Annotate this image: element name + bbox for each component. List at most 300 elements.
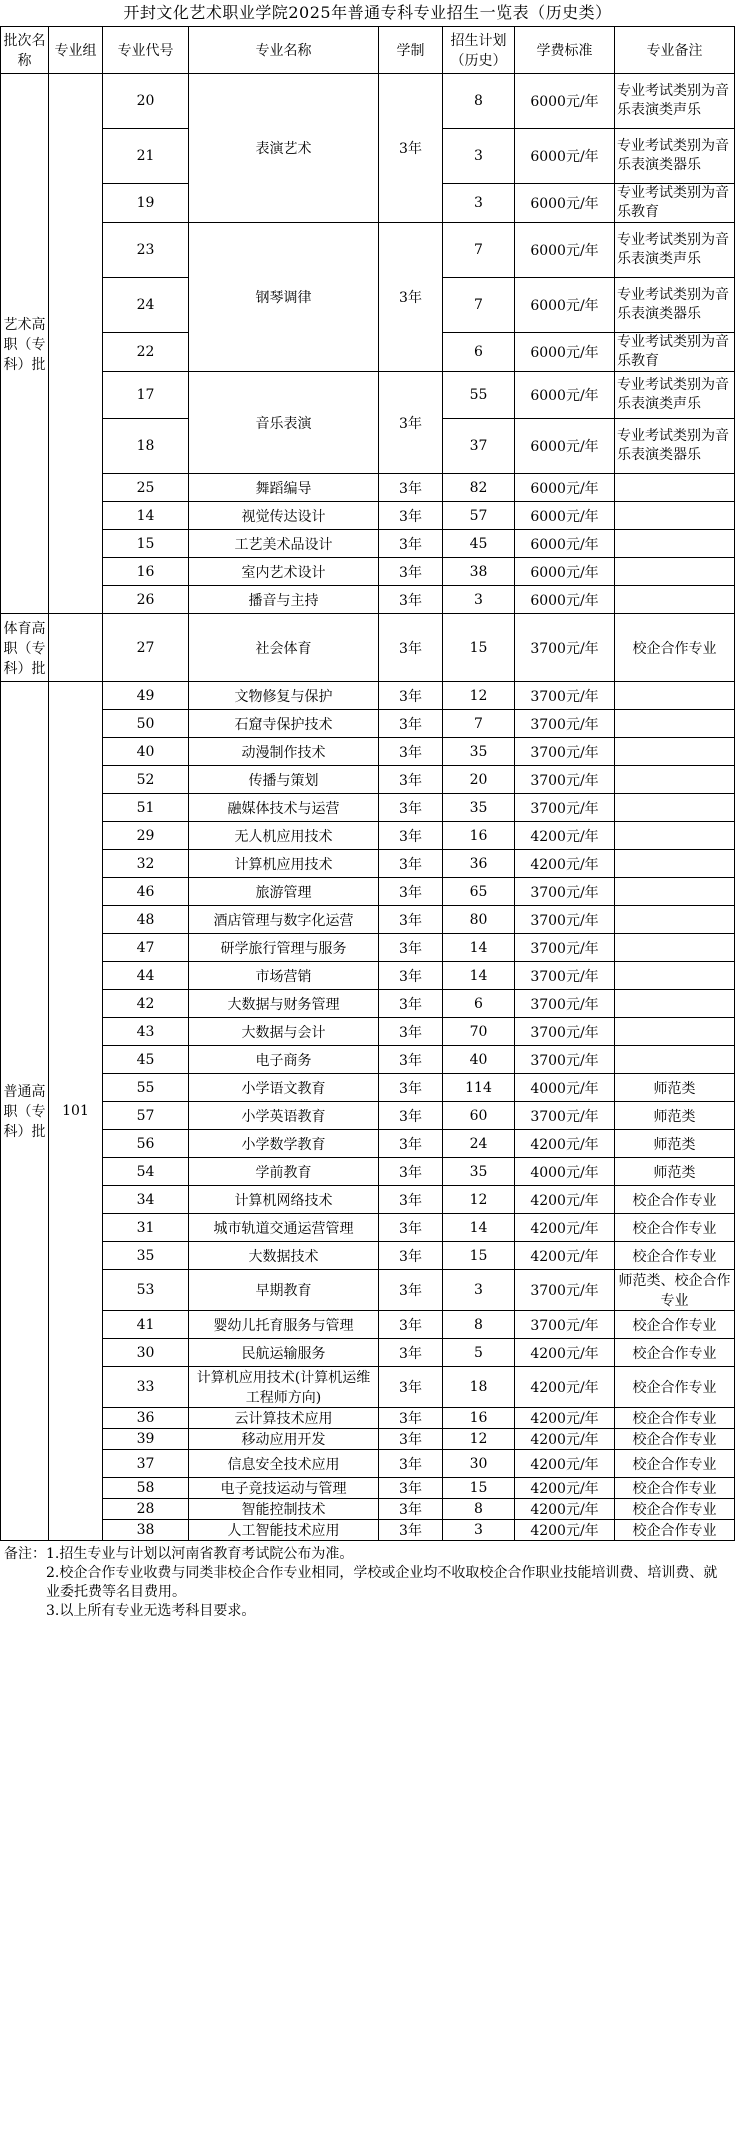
table-row xyxy=(1,1311,735,1339)
table-row xyxy=(1,794,735,822)
duration-cell: 3年 xyxy=(379,682,443,710)
remark-cell: 校企合作专业 xyxy=(615,1214,735,1242)
fee-cell: 6000元/年 xyxy=(515,74,615,129)
code-cell: 50 xyxy=(103,710,189,738)
code-cell: 53 xyxy=(103,1270,189,1311)
duration-cell: 3年 xyxy=(379,878,443,906)
remark-cell: 专业考试类别为音乐表演类器乐 xyxy=(615,278,735,333)
major-cell: 石窟寺保护技术 xyxy=(189,710,379,738)
fee-cell: 3700元/年 xyxy=(515,878,615,906)
plan-cell: 82 xyxy=(443,474,515,502)
fee-cell: 6000元/年 xyxy=(515,184,615,223)
major-cell: 小学数学教育 xyxy=(189,1130,379,1158)
note-2: 2.校企合作专业收费与同类非校企合作专业相同，学校或企业均不收取校企合作职业技能培训费、培训费、就业委托费等名目费用。 xyxy=(46,1565,718,1600)
code-cell: 22 xyxy=(103,333,189,372)
remark-cell: 专业考试类别为音乐教育 xyxy=(615,333,735,372)
plan-cell: 20 xyxy=(443,766,515,794)
remark-cell xyxy=(615,502,735,530)
fee-cell: 6000元/年 xyxy=(515,333,615,372)
major-cell: 无人机应用技术 xyxy=(189,822,379,850)
duration-cell: 3年 xyxy=(379,1270,443,1311)
code-cell: 49 xyxy=(103,682,189,710)
table-row xyxy=(1,74,735,129)
fee-cell: 6000元/年 xyxy=(515,558,615,586)
code-cell: 21 xyxy=(103,129,189,184)
code-cell: 29 xyxy=(103,822,189,850)
plan-cell: 65 xyxy=(443,878,515,906)
duration-cell: 3年 xyxy=(379,1214,443,1242)
code-cell: 16 xyxy=(103,558,189,586)
code-cell: 58 xyxy=(103,1478,189,1499)
fee-cell: 6000元/年 xyxy=(515,372,615,419)
major-cell: 电子竞技运动与管理 xyxy=(189,1478,379,1499)
code-cell: 28 xyxy=(103,1499,189,1520)
remark-cell: 校企合作专业 xyxy=(615,1311,735,1339)
plan-cell: 3 xyxy=(443,1520,515,1541)
fee-cell: 3700元/年 xyxy=(515,710,615,738)
major-cell: 早期教育 xyxy=(189,1270,379,1311)
major-cell: 人工智能技术应用 xyxy=(189,1520,379,1541)
group-cell xyxy=(49,614,103,682)
plan-cell: 5 xyxy=(443,1339,515,1367)
remark-cell xyxy=(615,586,735,614)
fee-cell: 4200元/年 xyxy=(515,1367,615,1408)
plan-cell: 38 xyxy=(443,558,515,586)
duration-cell: 3年 xyxy=(379,474,443,502)
fee-cell: 4000元/年 xyxy=(515,1158,615,1186)
remark-cell xyxy=(615,794,735,822)
remark-cell xyxy=(615,766,735,794)
table-row xyxy=(1,223,735,278)
major-cell: 大数据与会计 xyxy=(189,1018,379,1046)
fee-cell: 3700元/年 xyxy=(515,1311,615,1339)
duration-cell: 3年 xyxy=(379,502,443,530)
remark-cell: 专业考试类别为音乐教育 xyxy=(615,184,735,223)
table-row xyxy=(1,502,735,530)
table-row xyxy=(1,1158,735,1186)
duration-cell: 3年 xyxy=(379,1520,443,1541)
batch-cell: 体育高职（专科）批 xyxy=(1,614,49,682)
group-cell: 101 xyxy=(49,682,103,1541)
table-body xyxy=(1,74,735,1541)
plan-cell: 15 xyxy=(443,614,515,682)
major-cell: 大数据技术 xyxy=(189,1242,379,1270)
plan-cell: 8 xyxy=(443,1499,515,1520)
code-cell: 55 xyxy=(103,1074,189,1102)
remark-cell: 校企合作专业 xyxy=(615,1242,735,1270)
code-cell: 45 xyxy=(103,1046,189,1074)
plan-cell: 3 xyxy=(443,586,515,614)
remark-cell xyxy=(615,934,735,962)
code-cell: 20 xyxy=(103,74,189,129)
code-cell: 24 xyxy=(103,278,189,333)
duration-cell: 3年 xyxy=(379,1450,443,1478)
remark-cell: 专业考试类别为音乐表演类器乐 xyxy=(615,129,735,184)
remark-cell: 校企合作专业 xyxy=(615,1367,735,1408)
note-3: 3.以上所有专业无选考科目要求。 xyxy=(46,1603,256,1619)
footnotes xyxy=(0,1541,731,1621)
plan-cell: 114 xyxy=(443,1074,515,1102)
remark-cell xyxy=(615,878,735,906)
admission-table xyxy=(0,26,735,1541)
remark-cell: 校企合作专业 xyxy=(615,1408,735,1429)
table-row xyxy=(1,1367,735,1408)
plan-cell: 12 xyxy=(443,1429,515,1450)
plan-cell: 16 xyxy=(443,822,515,850)
table-row xyxy=(1,1242,735,1270)
code-cell: 42 xyxy=(103,990,189,1018)
plan-cell: 14 xyxy=(443,934,515,962)
code-cell: 37 xyxy=(103,1450,189,1478)
major-cell: 计算机应用技术(计算机运维工程师方向) xyxy=(189,1367,379,1408)
code-cell: 39 xyxy=(103,1429,189,1450)
page-title: 开封文化艺术职业学院2025年普通专科专业招生一览表（历史类） xyxy=(123,3,612,22)
header-code: 专业代号 xyxy=(103,27,189,74)
duration-cell: 3年 xyxy=(379,614,443,682)
fee-cell: 3700元/年 xyxy=(515,766,615,794)
remark-cell: 师范类 xyxy=(615,1074,735,1102)
major-cell: 传播与策划 xyxy=(189,766,379,794)
plan-cell: 8 xyxy=(443,74,515,129)
remark-cell: 专业考试类别为音乐表演类声乐 xyxy=(615,372,735,419)
fee-cell: 3700元/年 xyxy=(515,1046,615,1074)
major-cell: 融媒体技术与运营 xyxy=(189,794,379,822)
major-cell: 移动应用开发 xyxy=(189,1429,379,1450)
duration-cell: 3年 xyxy=(379,1158,443,1186)
fee-cell: 3700元/年 xyxy=(515,962,615,990)
plan-cell: 3 xyxy=(443,129,515,184)
code-cell: 17 xyxy=(103,372,189,419)
table-row xyxy=(1,1450,735,1478)
remark-cell: 校企合作专业 xyxy=(615,1339,735,1367)
plan-cell: 3 xyxy=(443,1270,515,1311)
duration-cell: 3年 xyxy=(379,1018,443,1046)
plan-cell: 45 xyxy=(443,530,515,558)
table-row xyxy=(1,878,735,906)
plan-cell: 37 xyxy=(443,419,515,474)
plan-cell: 36 xyxy=(443,850,515,878)
remark-cell: 校企合作专业 xyxy=(615,1186,735,1214)
plan-cell: 14 xyxy=(443,962,515,990)
remark-cell xyxy=(615,1046,735,1074)
fee-cell: 4200元/年 xyxy=(515,1429,615,1450)
fee-cell: 3700元/年 xyxy=(515,614,615,682)
major-cell: 研学旅行管理与服务 xyxy=(189,934,379,962)
plan-cell: 57 xyxy=(443,502,515,530)
code-cell: 46 xyxy=(103,878,189,906)
table-row xyxy=(1,1046,735,1074)
code-cell: 18 xyxy=(103,419,189,474)
remark-cell: 师范类 xyxy=(615,1130,735,1158)
plan-cell: 60 xyxy=(443,1102,515,1130)
code-cell: 54 xyxy=(103,1158,189,1186)
remark-cell: 校企合作专业 xyxy=(615,1478,735,1499)
remark-cell: 师范类、校企合作专业 xyxy=(615,1270,735,1311)
fee-cell: 4200元/年 xyxy=(515,1214,615,1242)
table-row xyxy=(1,1186,735,1214)
table-row xyxy=(1,1074,735,1102)
remark-cell: 校企合作专业 xyxy=(615,1429,735,1450)
remark-cell: 校企合作专业 xyxy=(615,1499,735,1520)
duration-cell: 3年 xyxy=(379,710,443,738)
remark-cell: 校企合作专业 xyxy=(615,1520,735,1541)
duration-cell: 3年 xyxy=(379,586,443,614)
header-major: 专业名称 xyxy=(189,27,379,74)
fee-cell: 4200元/年 xyxy=(515,1478,615,1499)
duration-cell: 3年 xyxy=(379,850,443,878)
major-cell: 音乐表演 xyxy=(189,372,379,474)
code-cell: 30 xyxy=(103,1339,189,1367)
table-row xyxy=(1,1408,735,1429)
table-row xyxy=(1,682,735,710)
duration-cell: 3年 xyxy=(379,1242,443,1270)
table-row xyxy=(1,1339,735,1367)
header-batch: 批次名称 xyxy=(1,27,49,74)
fee-cell: 4200元/年 xyxy=(515,822,615,850)
fee-cell: 4200元/年 xyxy=(515,1242,615,1270)
fee-cell: 3700元/年 xyxy=(515,738,615,766)
fee-cell: 4000元/年 xyxy=(515,1074,615,1102)
duration-cell: 3年 xyxy=(379,766,443,794)
table-row xyxy=(1,766,735,794)
table-row xyxy=(1,990,735,1018)
code-cell: 31 xyxy=(103,1214,189,1242)
duration-cell: 3年 xyxy=(379,1367,443,1408)
group-cell xyxy=(49,74,103,614)
plan-cell: 24 xyxy=(443,1130,515,1158)
plan-cell: 15 xyxy=(443,1478,515,1499)
duration-cell: 3年 xyxy=(379,223,443,372)
table-row xyxy=(1,1270,735,1311)
fee-cell: 6000元/年 xyxy=(515,129,615,184)
table-row xyxy=(1,934,735,962)
fee-cell: 4200元/年 xyxy=(515,850,615,878)
code-cell: 32 xyxy=(103,850,189,878)
major-cell: 室内艺术设计 xyxy=(189,558,379,586)
code-cell: 27 xyxy=(103,614,189,682)
major-cell: 工艺美术品设计 xyxy=(189,530,379,558)
major-cell: 民航运输服务 xyxy=(189,1339,379,1367)
major-cell: 舞蹈编导 xyxy=(189,474,379,502)
code-cell: 57 xyxy=(103,1102,189,1130)
remark-cell xyxy=(615,990,735,1018)
fee-cell: 4200元/年 xyxy=(515,1339,615,1367)
table-row xyxy=(1,1102,735,1130)
fee-cell: 3700元/年 xyxy=(515,794,615,822)
header-group: 专业组 xyxy=(49,27,103,74)
table-row xyxy=(1,906,735,934)
table-header-row xyxy=(1,27,735,74)
major-cell: 计算机应用技术 xyxy=(189,850,379,878)
major-cell: 旅游管理 xyxy=(189,878,379,906)
remark-cell: 师范类 xyxy=(615,1102,735,1130)
major-cell: 信息安全技术应用 xyxy=(189,1450,379,1478)
major-cell: 表演艺术 xyxy=(189,74,379,223)
duration-cell: 3年 xyxy=(379,1408,443,1429)
duration-cell: 3年 xyxy=(379,1311,443,1339)
table-row xyxy=(1,586,735,614)
plan-cell: 16 xyxy=(443,1408,515,1429)
table-row xyxy=(1,1130,735,1158)
code-cell: 47 xyxy=(103,934,189,962)
batch-cell: 普通高职（专科）批 xyxy=(1,682,49,1541)
code-cell: 26 xyxy=(103,586,189,614)
fee-cell: 4200元/年 xyxy=(515,1520,615,1541)
code-cell: 41 xyxy=(103,1311,189,1339)
duration-cell: 3年 xyxy=(379,962,443,990)
remark-cell xyxy=(615,530,735,558)
major-cell: 云计算技术应用 xyxy=(189,1408,379,1429)
fee-cell: 4200元/年 xyxy=(515,1450,615,1478)
code-cell: 40 xyxy=(103,738,189,766)
major-cell: 学前教育 xyxy=(189,1158,379,1186)
remark-cell xyxy=(615,738,735,766)
plan-cell: 12 xyxy=(443,682,515,710)
duration-cell: 3年 xyxy=(379,1478,443,1499)
fee-cell: 3700元/年 xyxy=(515,682,615,710)
plan-cell: 30 xyxy=(443,1450,515,1478)
plan-cell: 7 xyxy=(443,223,515,278)
fee-cell: 6000元/年 xyxy=(515,502,615,530)
duration-cell: 3年 xyxy=(379,1186,443,1214)
duration-cell: 3年 xyxy=(379,906,443,934)
header-plan: 招生计划（历史） xyxy=(443,27,515,74)
code-cell: 15 xyxy=(103,530,189,558)
plan-cell: 70 xyxy=(443,1018,515,1046)
remark-cell: 师范类 xyxy=(615,1158,735,1186)
fee-cell: 6000元/年 xyxy=(515,278,615,333)
remark-cell xyxy=(615,474,735,502)
table-row xyxy=(1,710,735,738)
duration-cell: 3年 xyxy=(379,530,443,558)
duration-cell: 3年 xyxy=(379,822,443,850)
major-cell: 小学英语教育 xyxy=(189,1102,379,1130)
remark-cell xyxy=(615,682,735,710)
plan-cell: 35 xyxy=(443,1158,515,1186)
table-row xyxy=(1,1478,735,1499)
table-row xyxy=(1,1499,735,1520)
table-row xyxy=(1,962,735,990)
code-cell: 44 xyxy=(103,962,189,990)
plan-cell: 40 xyxy=(443,1046,515,1074)
plan-cell: 7 xyxy=(443,278,515,333)
header-duration: 学制 xyxy=(379,27,443,74)
note-1: 备注：1.招生专业与计划以河南省教育考试院公布为准。 xyxy=(4,1546,354,1562)
fee-cell: 4200元/年 xyxy=(515,1130,615,1158)
major-cell: 社会体育 xyxy=(189,614,379,682)
duration-cell: 3年 xyxy=(379,934,443,962)
code-cell: 33 xyxy=(103,1367,189,1408)
plan-cell: 7 xyxy=(443,710,515,738)
fee-cell: 6000元/年 xyxy=(515,530,615,558)
remark-cell: 专业考试类别为音乐表演类声乐 xyxy=(615,74,735,129)
remark-cell xyxy=(615,1018,735,1046)
duration-cell: 3年 xyxy=(379,558,443,586)
duration-cell: 3年 xyxy=(379,738,443,766)
header-fee: 学费标准 xyxy=(515,27,615,74)
major-cell: 婴幼儿托育服务与管理 xyxy=(189,1311,379,1339)
remark-cell xyxy=(615,822,735,850)
duration-cell: 3年 xyxy=(379,1339,443,1367)
major-cell: 市场营销 xyxy=(189,962,379,990)
major-cell: 城市轨道交通运营管理 xyxy=(189,1214,379,1242)
major-cell: 计算机网络技术 xyxy=(189,1186,379,1214)
fee-cell: 3700元/年 xyxy=(515,906,615,934)
table-row xyxy=(1,530,735,558)
code-cell: 43 xyxy=(103,1018,189,1046)
fee-cell: 3700元/年 xyxy=(515,990,615,1018)
code-cell: 56 xyxy=(103,1130,189,1158)
table-row xyxy=(1,372,735,419)
table-row xyxy=(1,614,735,682)
fee-cell: 4200元/年 xyxy=(515,1499,615,1520)
fee-cell: 3700元/年 xyxy=(515,934,615,962)
remark-cell xyxy=(615,558,735,586)
remark-cell: 专业考试类别为音乐表演类声乐 xyxy=(615,223,735,278)
remark-cell: 专业考试类别为音乐表演类器乐 xyxy=(615,419,735,474)
plan-cell: 15 xyxy=(443,1242,515,1270)
plan-cell: 35 xyxy=(443,738,515,766)
plan-cell: 8 xyxy=(443,1311,515,1339)
fee-cell: 4200元/年 xyxy=(515,1186,615,1214)
major-cell: 钢琴调律 xyxy=(189,223,379,372)
fee-cell: 6000元/年 xyxy=(515,419,615,474)
code-cell: 19 xyxy=(103,184,189,223)
remark-cell xyxy=(615,710,735,738)
remark-cell xyxy=(615,962,735,990)
major-cell: 文物修复与保护 xyxy=(189,682,379,710)
code-cell: 36 xyxy=(103,1408,189,1429)
table-row xyxy=(1,850,735,878)
duration-cell: 3年 xyxy=(379,1074,443,1102)
table-row xyxy=(1,822,735,850)
remark-cell: 校企合作专业 xyxy=(615,1450,735,1478)
table-row xyxy=(1,1214,735,1242)
code-cell: 38 xyxy=(103,1520,189,1541)
fee-cell: 3700元/年 xyxy=(515,1270,615,1311)
plan-cell: 6 xyxy=(443,333,515,372)
plan-cell: 18 xyxy=(443,1367,515,1408)
fee-cell: 6000元/年 xyxy=(515,586,615,614)
plan-cell: 80 xyxy=(443,906,515,934)
duration-cell: 3年 xyxy=(379,1499,443,1520)
major-cell: 视觉传达设计 xyxy=(189,502,379,530)
fee-cell: 6000元/年 xyxy=(515,223,615,278)
major-cell: 动漫制作技术 xyxy=(189,738,379,766)
plan-cell: 14 xyxy=(443,1214,515,1242)
code-cell: 14 xyxy=(103,502,189,530)
plan-cell: 12 xyxy=(443,1186,515,1214)
fee-cell: 3700元/年 xyxy=(515,1018,615,1046)
fee-cell: 6000元/年 xyxy=(515,474,615,502)
duration-cell: 3年 xyxy=(379,1046,443,1074)
duration-cell: 3年 xyxy=(379,74,443,223)
code-cell: 34 xyxy=(103,1186,189,1214)
duration-cell: 3年 xyxy=(379,990,443,1018)
table-row xyxy=(1,558,735,586)
duration-cell: 3年 xyxy=(379,1429,443,1450)
code-cell: 25 xyxy=(103,474,189,502)
code-cell: 23 xyxy=(103,223,189,278)
table-row xyxy=(1,1520,735,1541)
major-cell: 电子商务 xyxy=(189,1046,379,1074)
table-row xyxy=(1,738,735,766)
fee-cell: 4200元/年 xyxy=(515,1408,615,1429)
table-row xyxy=(1,1429,735,1450)
plan-cell: 35 xyxy=(443,794,515,822)
remark-cell xyxy=(615,850,735,878)
major-cell: 播音与主持 xyxy=(189,586,379,614)
